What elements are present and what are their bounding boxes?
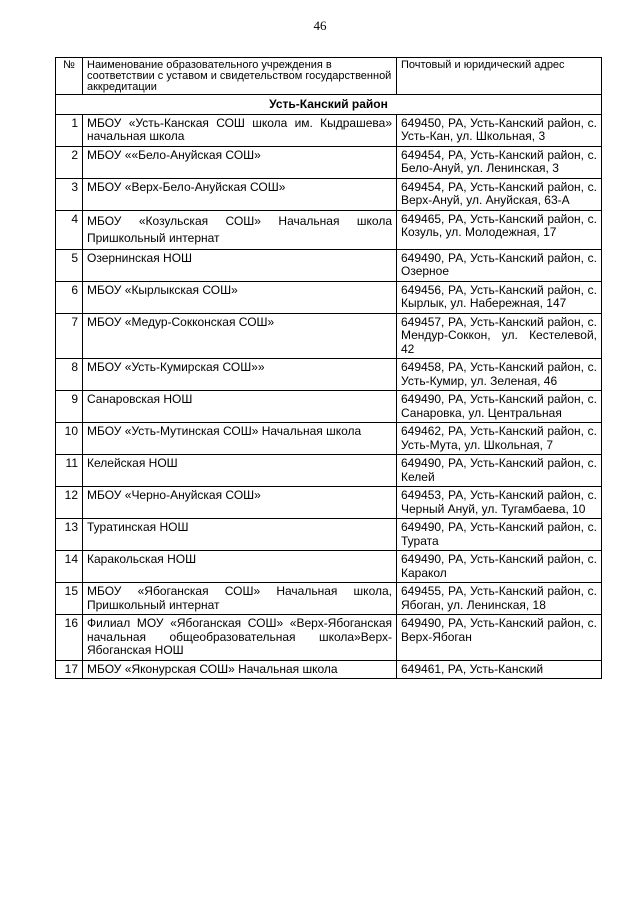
page-number: 46 — [313, 18, 327, 33]
table-row — [56, 660, 602, 679]
row-number: 15 — [56, 583, 83, 615]
row-number: 17 — [56, 660, 83, 679]
row-number: 1 — [56, 114, 83, 146]
school-address: 649465, РА, Усть-Канский район, с. Козуль, ул. Молодежная, 17 — [397, 210, 602, 249]
table-row — [56, 423, 602, 455]
school-name: Филиал МОУ «Ябоганская СОШ» «Верх-Ябоганская начальная общеобразовательная школа»Верх-Ябоганская НОШ — [83, 615, 397, 661]
school-name: МБОУ «Усть-Канская СОШ школа им. Кыдрашева» начальная школа — [83, 114, 397, 146]
school-name: МБОУ «Кырлыкская СОШ» — [83, 281, 397, 313]
school-address: 649455, РА, Усть-Канский район, с. Ябоган, ул. Ленинская, 18 — [397, 583, 602, 615]
school-address: 649490, РА, Усть-Канский район, с. Турата — [397, 519, 602, 551]
table-row — [56, 487, 602, 519]
row-number: 6 — [56, 281, 83, 313]
school-address: 649490, РА, Усть-Канский район, с. Келей — [397, 455, 602, 487]
district-row — [56, 95, 602, 115]
schools-table — [55, 57, 602, 679]
school-name: МБОУ «Козульская СОШ» Начальная школа Пришкольный интернат — [83, 210, 397, 249]
table-row — [56, 249, 602, 281]
table-row — [56, 114, 602, 146]
table-header-row — [56, 58, 602, 95]
row-number: 7 — [56, 313, 83, 359]
table-row — [56, 313, 602, 359]
table-row — [56, 519, 602, 551]
row-number: 10 — [56, 423, 83, 455]
table-row — [56, 455, 602, 487]
table-row — [56, 281, 602, 313]
row-number: 11 — [56, 455, 83, 487]
school-name: МБОУ «Ябоганская СОШ» Начальная школа, Пришкольный интернат — [83, 583, 397, 615]
school-address: 649454, РА, Усть-Канский район, с. Бело-Ануй, ул. Ленинская, 3 — [397, 146, 602, 178]
row-number: 13 — [56, 519, 83, 551]
school-address: 649456, РА, Усть-Канский район, с. Кырлык, ул. Набережная, 147 — [397, 281, 602, 313]
row-number: 2 — [56, 146, 83, 178]
row-number: 9 — [56, 391, 83, 423]
school-address: 649457, РА, Усть-Канский район, с. Мендур-Соккон, ул. Кестелевой, 42 — [397, 313, 602, 359]
school-address: 649490, РА, Усть-Канский район, с. Верх-Ябоган — [397, 615, 602, 661]
school-name: Келейская НОШ — [83, 455, 397, 487]
school-name: МБОУ «Медур-Сокконская СОШ» — [83, 313, 397, 359]
school-address: 649462, РА, Усть-Канский район, с. Усть-Мута, ул. Школьная, 7 — [397, 423, 602, 455]
school-address: 649490, РА, Усть-Канский район, с. Каракол — [397, 551, 602, 583]
header-number: № — [56, 58, 83, 95]
district-name: Усть-Канский район — [56, 95, 602, 115]
school-name: МБОУ «Верх-Бело-Ануйская СОШ» — [83, 178, 397, 210]
table-row — [56, 583, 602, 615]
school-address: 649461, РА, Усть-Канский — [397, 660, 602, 679]
table-row — [56, 615, 602, 661]
row-number: 8 — [56, 359, 83, 391]
row-number: 14 — [56, 551, 83, 583]
school-address: 649454, РА, Усть-Канский район, с. Верх-Ануй, ул. Ануйская, 63-А — [397, 178, 602, 210]
school-name: МБОУ «Усть-Мутинская СОШ» Начальная школа — [83, 423, 397, 455]
header-address: Почтовый и юридический адрес — [397, 58, 602, 95]
table-row — [56, 551, 602, 583]
row-number: 16 — [56, 615, 83, 661]
row-number: 12 — [56, 487, 83, 519]
table-row — [56, 178, 602, 210]
school-address: 649453, РА, Усть-Канский район, с. Черный Ануй, ул. Тугамбаева, 10 — [397, 487, 602, 519]
row-number: 4 — [56, 210, 83, 249]
school-address: 649458, РА, Усть-Канский район, с. Усть-Кумир, ул. Зеленая, 46 — [397, 359, 602, 391]
table-body — [56, 95, 602, 679]
table-row — [56, 146, 602, 178]
header-name: Наименование образовательного учреждения в соответствии с уставом и свидетельством государственной аккредитации — [83, 58, 397, 95]
school-name: МБОУ «Усть-Кумирская СОШ»» — [83, 359, 397, 391]
school-address: 649490, РА, Усть-Канский район, с. Озерное — [397, 249, 602, 281]
school-name: МБОУ «Яконурская СОШ» Начальная школа — [83, 660, 397, 679]
row-number: 5 — [56, 249, 83, 281]
school-name: МБОУ «Черно-Ануйская СОШ» — [83, 487, 397, 519]
school-address: 649450, РА, Усть-Канский район, с. Усть-Кан, ул. Школьная, 3 — [397, 114, 602, 146]
school-name: Каракольская НОШ — [83, 551, 397, 583]
table-row — [56, 359, 602, 391]
table-row — [56, 210, 602, 249]
table-row — [56, 391, 602, 423]
school-name: Санаровская НОШ — [83, 391, 397, 423]
school-address: 649490, РА, Усть-Канский район, с. Санаровка, ул. Центральная — [397, 391, 602, 423]
school-name: МБОУ ««Бело-Ануйская СОШ» — [83, 146, 397, 178]
school-name: Туратинская НОШ — [83, 519, 397, 551]
row-number: 3 — [56, 178, 83, 210]
school-name: Озернинская НОШ — [83, 249, 397, 281]
